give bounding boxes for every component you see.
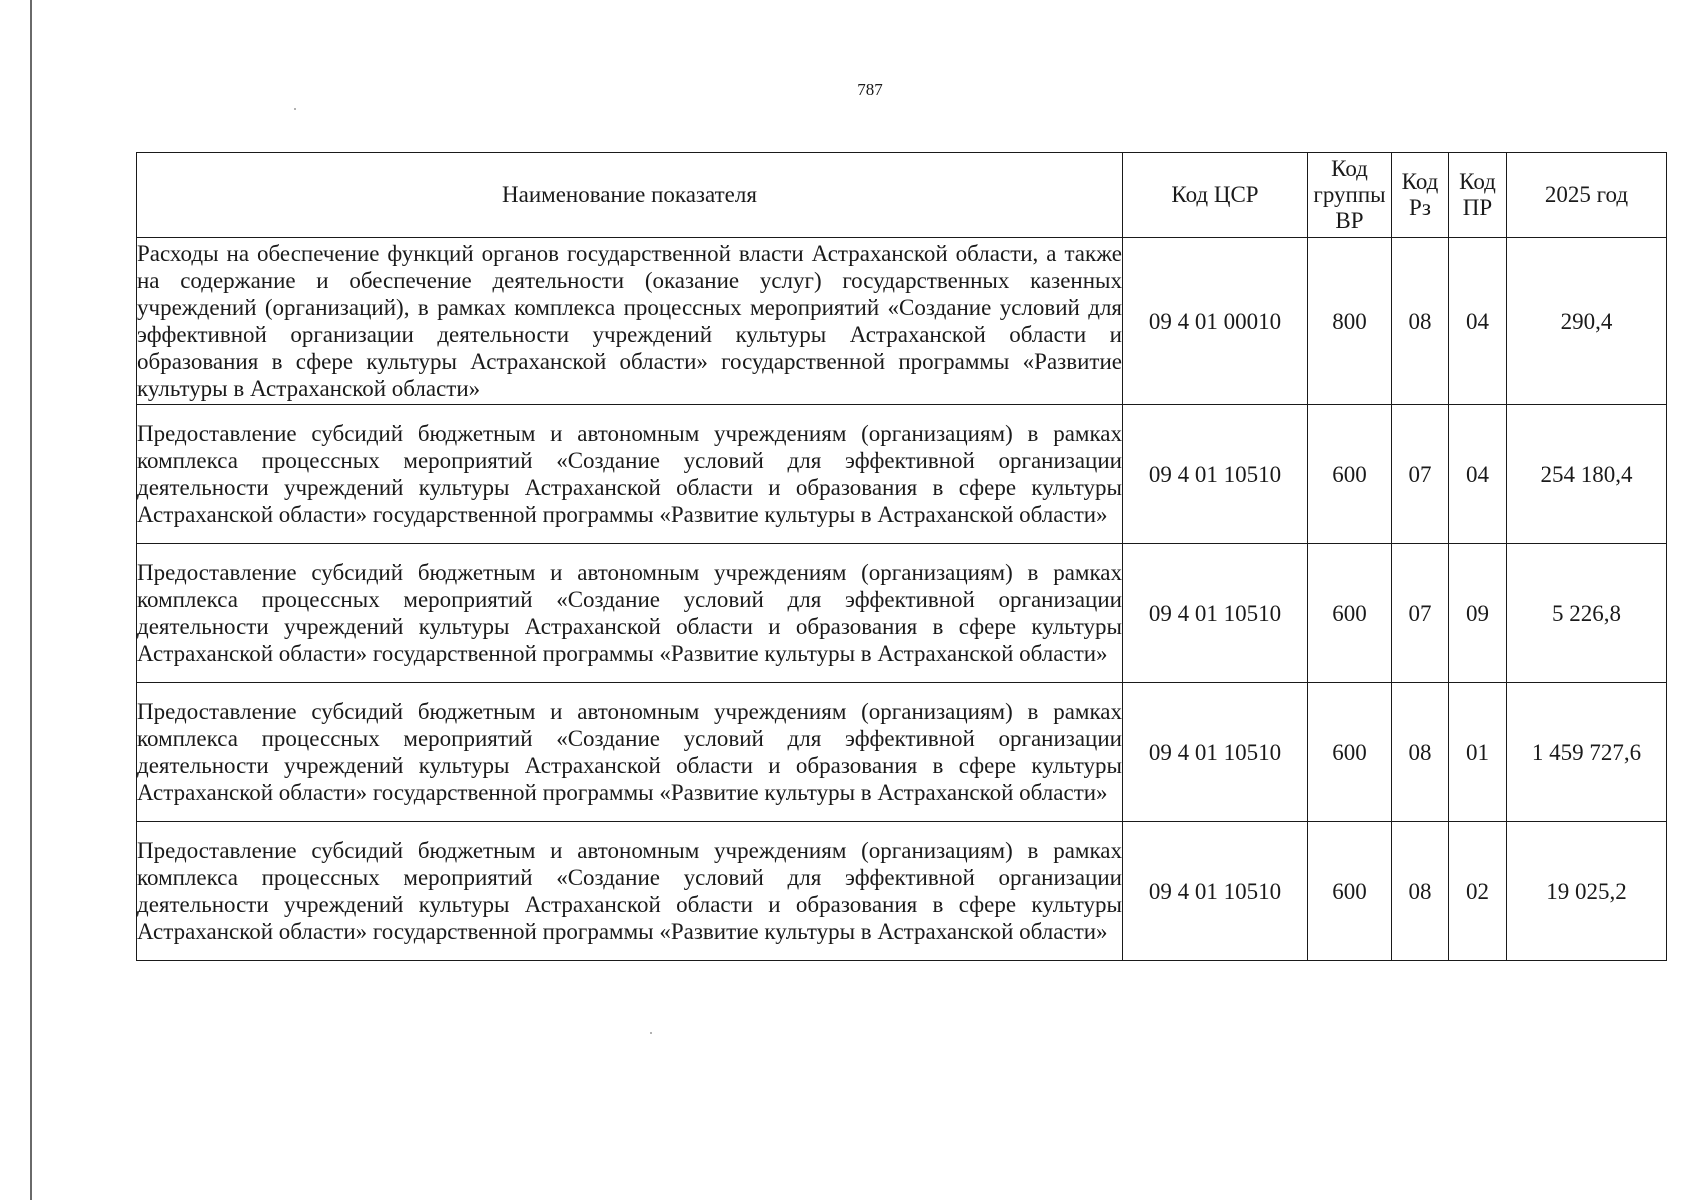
row-rz-code: 08 [1392, 822, 1449, 961]
row-rz-code: 08 [1392, 238, 1449, 405]
binding-margin-line [30, 0, 32, 1200]
row-vr-code: 600 [1308, 683, 1392, 822]
header-pr-code: Код ПР [1449, 153, 1507, 238]
row-csr-code: 09 4 01 10510 [1123, 822, 1308, 961]
row-vr-code: 600 [1308, 822, 1392, 961]
row-indicator-name: Предоставление субсидий бюджетным и автономным учреждениям (организациям) в рамках комплекса процессных мероприятий «Создание условий для эффективной организации деятельности учреждений культуры Астраханской области и образования в сфере культуры Астраханской области» государственной программы «Развитие культуры в Астраханской области» [137, 405, 1123, 544]
row-pr-code: 02 [1449, 822, 1507, 961]
row-amount-2025: 290,4 [1507, 238, 1667, 405]
header-indicator-name: Наименование показателя [137, 153, 1123, 238]
row-indicator-name: Предоставление субсидий бюджетным и автономным учреждениям (организациям) в рамках комплекса процессных мероприятий «Создание условий для эффективной организации деятельности учреждений культуры Астраханской области и образования в сфере культуры Астраханской области» государственной программы «Развитие культуры в Астраханской области» [137, 683, 1123, 822]
row-vr-code: 800 [1308, 238, 1392, 405]
row-amount-2025: 19 025,2 [1507, 822, 1667, 961]
row-csr-code: 09 4 01 10510 [1123, 544, 1308, 683]
table-header-row [137, 153, 1667, 238]
header-csr-code: Код ЦСР [1123, 153, 1308, 238]
table-row [137, 405, 1667, 544]
scan-speck [294, 108, 296, 110]
row-indicator-name: Расходы на обеспечение функций органов государственной власти Астраханской области, а также на содержание и обеспечение деятельности (оказание услуг) государственных казенных учреждений (организаций), в рамках комплекса процессных мероприятий «Создание условий для эффективной организации деятельности учреждений культуры Астраханской области и образования в сфере культуры Астраханской области» государственной программы «Развитие культуры в Астраханской области» [137, 238, 1123, 405]
header-year-2025: 2025 год [1507, 153, 1667, 238]
table-row [137, 544, 1667, 683]
row-vr-code: 600 [1308, 544, 1392, 683]
row-amount-2025: 5 226,8 [1507, 544, 1667, 683]
row-amount-2025: 1 459 727,6 [1507, 683, 1667, 822]
header-vr-group-code: Код группы ВР [1308, 153, 1392, 238]
row-pr-code: 01 [1449, 683, 1507, 822]
row-csr-code: 09 4 01 10510 [1123, 405, 1308, 544]
row-pr-code: 09 [1449, 544, 1507, 683]
row-indicator-name: Предоставление субсидий бюджетным и автономным учреждениям (организациям) в рамках комплекса процессных мероприятий «Создание условий для эффективной организации деятельности учреждений культуры Астраханской области и образования в сфере культуры Астраханской области» государственной программы «Развитие культуры в Астраханской области» [137, 822, 1123, 961]
row-amount-2025: 254 180,4 [1507, 405, 1667, 544]
row-pr-code: 04 [1449, 405, 1507, 544]
scan-speck [650, 1032, 652, 1034]
row-vr-code: 600 [1308, 405, 1392, 544]
row-csr-code: 09 4 01 10510 [1123, 683, 1308, 822]
row-rz-code: 07 [1392, 405, 1449, 544]
row-rz-code: 08 [1392, 683, 1449, 822]
page-number: 787 [857, 80, 883, 99]
table-row [137, 238, 1667, 405]
budget-table [136, 152, 1667, 961]
row-rz-code: 07 [1392, 544, 1449, 683]
header-rz-code: Код Рз [1392, 153, 1449, 238]
row-csr-code: 09 4 01 00010 [1123, 238, 1308, 405]
row-pr-code: 04 [1449, 238, 1507, 405]
table-row [137, 822, 1667, 961]
table-row [137, 683, 1667, 822]
row-indicator-name: Предоставление субсидий бюджетным и автономным учреждениям (организациям) в рамках комплекса процессных мероприятий «Создание условий для эффективной организации деятельности учреждений культуры Астраханской области и образования в сфере культуры Астраханской области» государственной программы «Развитие культуры в Астраханской области» [137, 544, 1123, 683]
